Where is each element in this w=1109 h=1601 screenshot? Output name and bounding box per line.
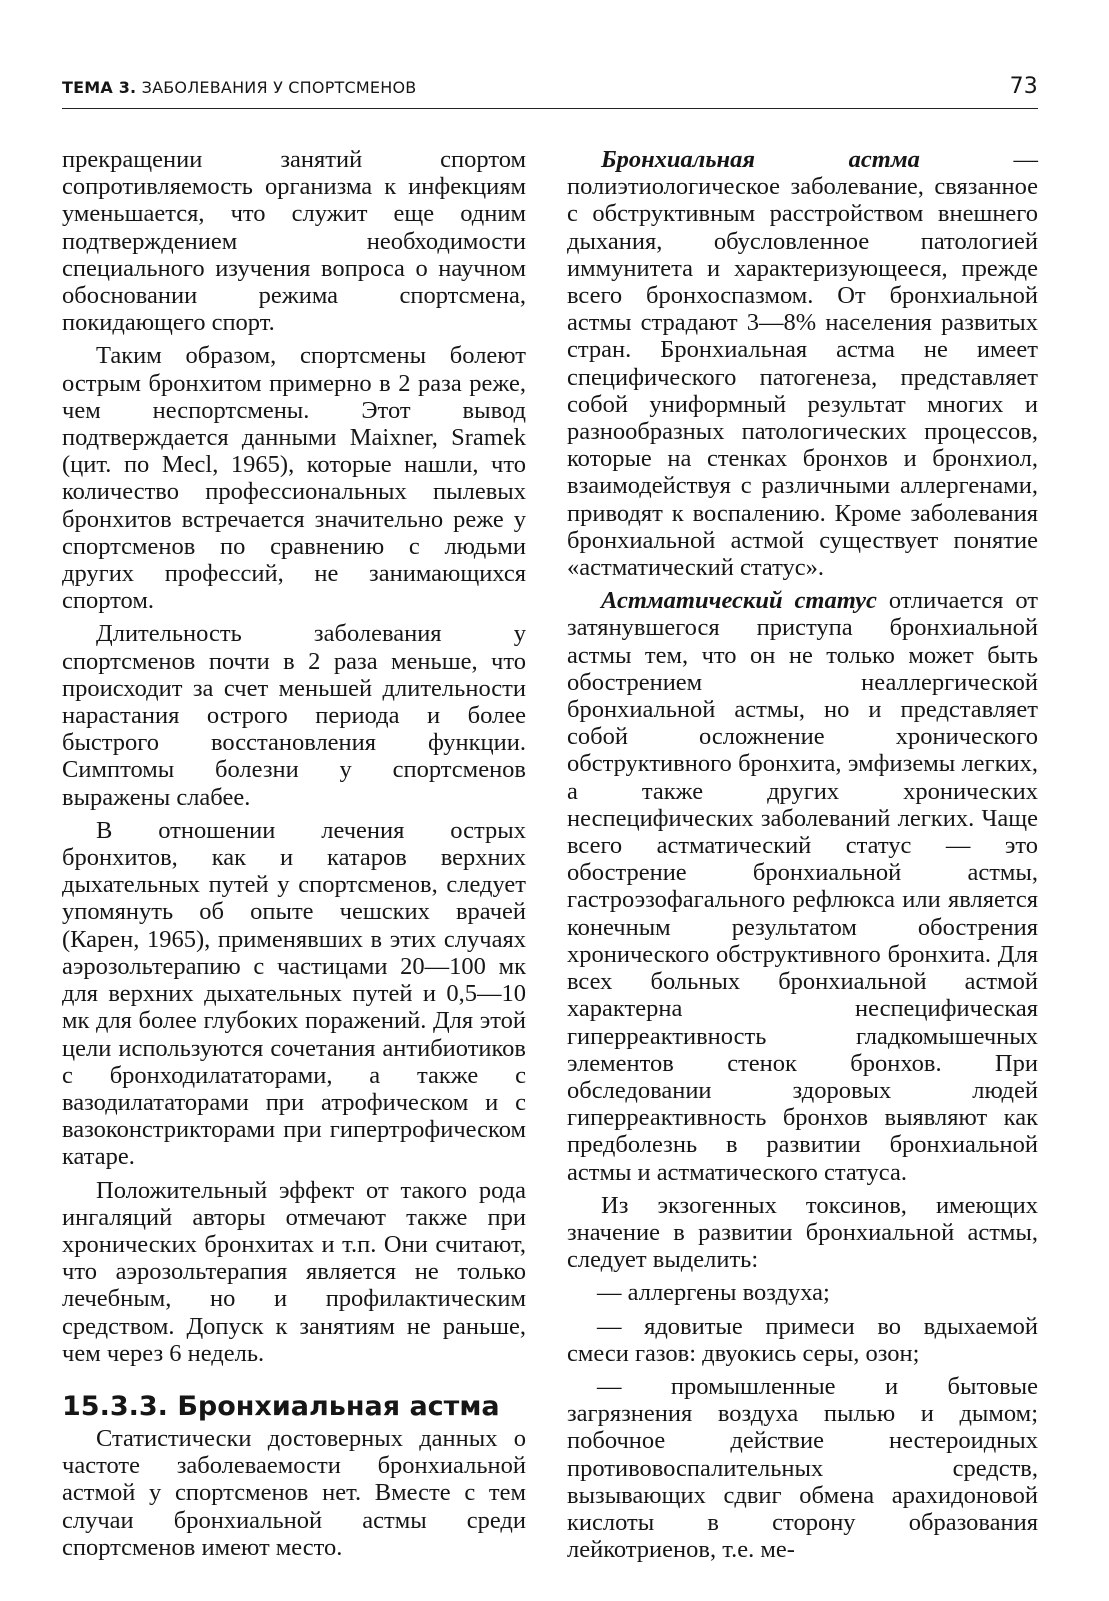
running-header-title (62, 78, 416, 97)
left-column (62, 146, 526, 1561)
defined-term: Астматический статус (601, 587, 877, 615)
paragraph: В отношении лечения острых бронхитов, как и катаров верхних дыхательных путей у спортсменов, следует упомянуть об опыте чешских врачей (Карен, 1965), применявших в этих случаях аэрозольтерапию с частицами 20—100 мк для верхних дыхательных путей и 0,5—10 мк для более глубоких поражений. Для этой цели используются сочетания антибиотиков с бронходилататорами, а также с вазодилататорами при атрофическом и с вазоконстрикторами при гипертрофическом катаре. (62, 816, 526, 1171)
topic-number: ТЕМА 3. (62, 78, 137, 97)
paragraph-text: — полиэтиологическое заболевание, связанное с обструктивным расстройством внешнего дыхания, обусловленное патологией иммунитета и характеризующееся, прежде всего бронхоспазмом. От бронхиальной астмы страдают 3—8% населения развитых стран. Бронхиальная астма не имеет специфического патогенеза, представляет собой униформный результат многих и разнообразных патологических процессов, которые на стенках бронхов и бронхиол, взаимодействуя с различными аллергенами, приводят к воспалению. Кроме заболевания бронхиальной астмой существует понятие «астматический статус». (567, 146, 1038, 582)
section-heading: 15.3.3. Бронхиальная астма (62, 1390, 500, 1422)
header-rule (62, 108, 1038, 109)
list-item: — промышленные и бытовые загрязнения воздуха пылью и дымом; побочное действие нестероидных противовоспалительных средств, вызывающих сдвиг обмена арахидоновой кислоты в сторону образования лейкотриенов, т.е. ме- (567, 1372, 1038, 1564)
page-number: 73 (1009, 74, 1038, 99)
paragraph-text: отличается от затянувшегося приступа бронхиальной астмы тем, что он не только может быть обострением неаллергической бронхиальной астмы, но и представляет собой осложнение хронического обструктивного бронхита, эмфиземы легких, а также других хронических неспецифических заболеваний легких. Чаще всего астматический статус — это обострение бронхиальной астмы, гастроэзофагального рефлюкса или является конечным результатом обострения хронического обструктивного бронхита. Для всех больных бронхиальной астмой характерна неспецифическая гиперреактивность гладкомышечных элементов стенок бронхов. При обследовании здоровых людей гиперреактивность бронхов выявляют как предболезнь в развитии бронхиальной астмы и астматического статуса. (567, 587, 1039, 1186)
paragraph (567, 587, 1038, 1185)
defined-term: Бронхиальная астма (601, 146, 920, 173)
topic-name: ЗАБОЛЕВАНИЯ У СПОРТСМЕНОВ (136, 78, 417, 97)
paragraph: Длительность заболевания у спортсменов почти в 2 раза меньше, что происходит за счет меньшей длительности нарастания острого периода и более быстрого восстановления функции. Симптомы болезни у спортсменов выражены слабее. (62, 620, 526, 811)
right-column (567, 146, 1038, 1563)
list-item: — аллергены воздуха; (597, 1279, 830, 1307)
paragraph (567, 146, 1038, 581)
list-item: — ядовитые примеси во вдыхаемой смеси газов: двуокись серы, озон; (567, 1312, 1038, 1367)
paragraph: Из экзогенных токсинов, имеющих значение в развитии бронхиальной астмы, следует выделить: (567, 1191, 1038, 1274)
paragraph: Таким образом, спортсмены болеют острым бронхитом примерно в 2 раза реже, чем неспортсмены. Этот вывод подтверждается данными Maixner, Sramek (цит. по Mecl, 1965), которые нашли, что количество профессиональных пылевых бронхитов встречается значительно реже у спортсменов по сравнению с людьми других профессий, не занимающихся спортом. (62, 342, 526, 615)
paragraph: Положительный эффект от такого рода ингаляций авторы отмечают также при хронических бронхитах и т.п. Они считают, что аэрозольтерапия является не только лечебным, но и профилактическим средством. Допуск к занятиям не раньше, чем через 6 недель. (62, 1176, 526, 1367)
paragraph: прекращении занятий спортом сопротивляемость организма к инфекциям уменьшается, что служит еще одним подтверждением необходимости специального изучения вопроса о научном обосновании режима спортсмена, покидающего спорт. (62, 146, 526, 337)
paragraph: Статистически достоверных данных о частоте заболеваемости бронхиальной астмой у спортсменов нет. Вместе с тем случаи бронхиальной астмы среди спортсменов имеют место. (62, 1424, 526, 1561)
running-header (62, 74, 1038, 108)
